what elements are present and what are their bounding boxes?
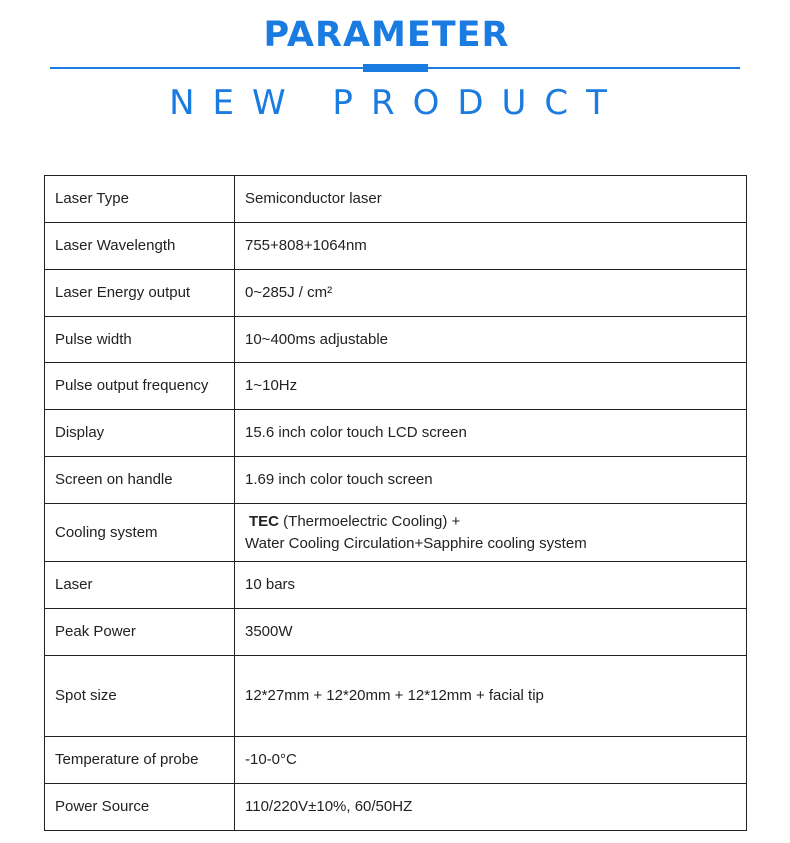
table-row: [45, 609, 747, 656]
spec-value: 1.69 inch color touch screen: [235, 457, 747, 504]
spec-label: Power Source: [45, 784, 235, 831]
spec-value: [235, 504, 747, 562]
table-row: [45, 410, 747, 457]
table-row: [45, 363, 747, 410]
spec-value: 755+808+1064nm: [235, 223, 747, 270]
spec-label: Spot size: [45, 656, 235, 737]
table-row: [45, 784, 747, 831]
table-row: [45, 317, 747, 363]
spec-value: 15.6 inch color touch LCD screen: [235, 410, 747, 457]
table-row: [45, 457, 747, 504]
spec-label: Pulse output frequency: [45, 363, 235, 410]
page-subtitle: NEW PRODUCT: [169, 83, 625, 123]
page-title: PARAMETER: [263, 15, 510, 55]
spec-value-bold: TEC: [249, 512, 279, 530]
spec-label: Screen on handle: [45, 457, 235, 504]
spec-value: Semiconductor laser: [235, 176, 747, 223]
spec-value-line-1: [245, 511, 746, 533]
header-accent-bar: [363, 64, 428, 72]
spec-label: Laser: [45, 562, 235, 609]
spec-label: Pulse width: [45, 317, 235, 363]
table-row: [45, 737, 747, 784]
spec-value: 0~285J / cm²: [235, 270, 747, 317]
table-row: [45, 223, 747, 270]
spec-table: [44, 175, 747, 831]
spec-value-line-2: Water Cooling Circulation+Sapphire cooling system: [245, 534, 587, 552]
spec-label: Peak Power: [45, 609, 235, 656]
spec-label: Display: [45, 410, 235, 457]
spec-value: 1~10Hz: [235, 363, 747, 410]
spec-label: Temperature of probe: [45, 737, 235, 784]
table-row: [45, 176, 747, 223]
spec-value: 12*27mm + 12*20mm + 12*12mm + facial tip: [235, 656, 747, 737]
spec-value: 110/220V±10%, 60/50HZ: [235, 784, 747, 831]
spec-value-text: (Thermoelectric Cooling) +: [283, 512, 461, 530]
table-row: [45, 562, 747, 609]
spec-value: 10 bars: [235, 562, 747, 609]
spec-label: Cooling system: [45, 504, 235, 562]
spec-value: -10-0°C: [235, 737, 747, 784]
table-row: [45, 656, 747, 737]
table-row: [45, 270, 747, 317]
spec-value: 10~400ms adjustable: [235, 317, 747, 363]
spec-label: Laser Wavelength: [45, 223, 235, 270]
spec-value: 3500W: [235, 609, 747, 656]
spec-label: Laser Energy output: [45, 270, 235, 317]
spec-label: Laser Type: [45, 176, 235, 223]
table-row: [45, 504, 747, 562]
